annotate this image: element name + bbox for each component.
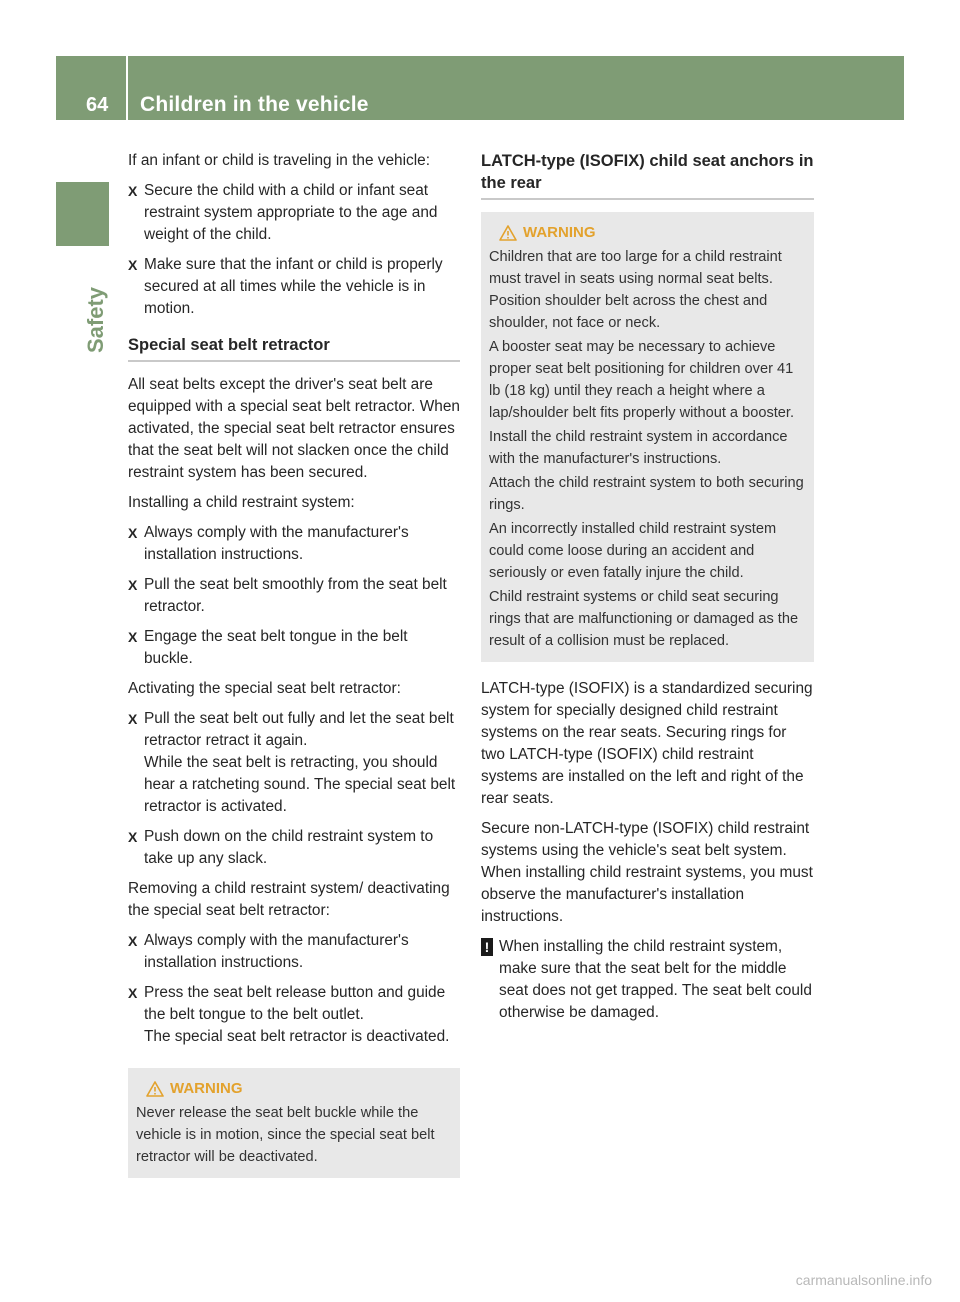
step-text: Always comply with the manufacturer's installation instructions. — [144, 524, 409, 563]
step-text: Pull the seat belt out fully and let the seat belt retractor retract it again. — [144, 710, 454, 749]
step-item — [128, 930, 460, 974]
warning-text: An incorrectly installed child restraint system could come loose during an accident and seriously or even fatally injure the child. — [489, 521, 777, 581]
step-item — [128, 982, 460, 1048]
step-result: While the seat belt is retracting, you should hear a ratcheting sound. The special seat belt retractor is activated. — [144, 754, 456, 815]
step-item — [128, 626, 460, 670]
left-column — [128, 150, 460, 1178]
page-number: 64 — [86, 94, 109, 116]
step-text: Engage the seat belt tongue in the belt buckle. — [144, 628, 408, 667]
watermark: carmanualsonline.info — [795, 1272, 932, 1288]
warning-text: Children that are too large for a child restraint must travel in seats using normal seat belts. Position shoulder belt across the chest and shoulder, not face or neck. — [489, 249, 782, 331]
paragraph: Secure non-LATCH-type (ISOFIX) child restraint systems using the vehicle's seat belt system. When installing child restraint systems, you must observe the manufacturer's installation instructions. — [481, 820, 813, 925]
warning-header — [489, 222, 806, 244]
step-text: Press the seat belt release button and guide the belt tongue to the belt outlet. — [144, 984, 446, 1023]
warning-text: Child restraint systems or child seat securing rings that are malfunctioning or damaged as the result of a collision must be replaced. — [489, 589, 799, 649]
step-item — [128, 180, 460, 246]
step-marker: X — [128, 985, 138, 1001]
warning-label: WARNING — [170, 1080, 243, 1097]
page-header — [56, 56, 904, 120]
section-heading-retractor: Special seat belt retractor — [128, 334, 460, 362]
note-text: When installing the child restraint system, make sure that the seat belt for the middle seat does not get trapped. The seat belt could otherwise be damaged. — [499, 938, 812, 1021]
warning-triangle-icon — [146, 1081, 164, 1097]
section-tab — [72, 260, 112, 380]
step-marker: X — [128, 183, 138, 199]
step-item — [128, 826, 460, 870]
step-marker: X — [128, 933, 138, 949]
warning-box — [128, 1068, 460, 1178]
page-title: Children in the vehicle — [140, 93, 369, 116]
warning-triangle-icon — [499, 225, 517, 241]
step-item — [128, 254, 460, 320]
note-item — [481, 936, 814, 1024]
step-marker: X — [128, 257, 138, 273]
step-text: Pull the seat belt smoothly from the seat belt retractor. — [144, 576, 447, 615]
step-result: The special seat belt retractor is deactivated. — [144, 1028, 450, 1045]
step-marker: X — [128, 577, 138, 593]
step-marker: X — [128, 711, 138, 727]
step-item — [128, 574, 460, 618]
step-text: Push down on the child restraint system to take up any slack. — [144, 828, 434, 867]
warning-text: Install the child restraint system in accordance with the manufacturer's instructions. — [489, 429, 788, 467]
warning-header — [136, 1078, 452, 1100]
step-item — [128, 708, 460, 818]
exclamation-icon: ! — [481, 938, 493, 956]
paragraph: LATCH-type (ISOFIX) is a standardized securing system for specially designed child restraint systems on the rear seats. Securing rings for two LATCH-type (ISOFIX) child restraint systems are installed on the left and right of the rear seats. — [481, 680, 813, 807]
step-marker: X — [128, 525, 138, 541]
step-item — [128, 522, 460, 566]
header-divider — [126, 56, 128, 120]
side-accent-block — [56, 182, 109, 246]
warning-box — [481, 212, 814, 662]
instruction-label: Activating the special seat belt retractor: — [128, 680, 401, 697]
instruction-label: Removing a child restraint system/ deactivating the special seat belt retractor: — [128, 880, 450, 919]
section-heading-latch: LATCH-type (ISOFIX) child seat anchors in the rear — [481, 150, 814, 200]
paragraph: All seat belts except the driver's seat belt are equipped with a special seat belt retractor. When activated, the special seat belt retractor ensures that the seat belt will not slacken once the child restraint system has been secured. — [128, 376, 460, 481]
section-tab-label: Safety — [83, 286, 108, 354]
right-column — [481, 150, 814, 1024]
instruction-label: Installing a child restraint system: — [128, 494, 355, 511]
warning-text: A booster seat may be necessary to achieve proper seat belt positioning for children over 41 lb (18 kg) until they reach a height where a lap/shoulder belt fits properly without a booster. — [489, 339, 795, 421]
step-text: Secure the child with a child or infant seat restraint system appropriate to the age and weight of the child. — [144, 182, 438, 243]
intro-text: If an infant or child is traveling in the vehicle: — [128, 152, 430, 169]
warning-label: WARNING — [523, 224, 596, 241]
step-text: Make sure that the infant or child is properly secured at all times while the vehicle is in motion. — [144, 256, 443, 317]
step-marker: X — [128, 629, 138, 645]
warning-text: Attach the child restraint system to both securing rings. — [489, 475, 804, 513]
step-marker: X — [128, 829, 138, 845]
warning-text: Never release the seat belt buckle while the vehicle is in motion, since the special seat belt retractor will be deactivated. — [136, 1105, 435, 1165]
step-text: Always comply with the manufacturer's installation instructions. — [144, 932, 409, 971]
